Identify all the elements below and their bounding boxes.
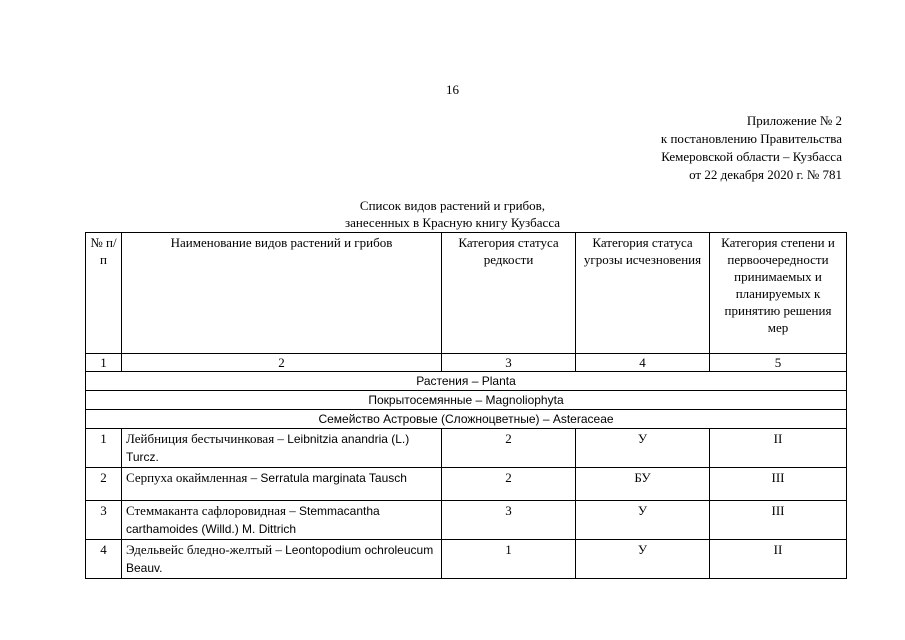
threat-category: У: [576, 429, 710, 468]
column-header-threat: Категория статуса угрозы исчезновения: [576, 233, 710, 354]
species-name: [122, 429, 442, 468]
list-title-line: Список видов растений и грибов,: [359, 198, 546, 213]
species-name-latin: Leontopodium ochroleucum Beauv.: [126, 543, 434, 575]
column-header-name: Наименование видов растений и грибов: [122, 233, 442, 354]
measures-category: III: [710, 468, 847, 501]
row-number: 4: [86, 540, 122, 579]
row-number: 3: [86, 501, 122, 540]
species-name-latin: Serratula marginata Tausch: [260, 471, 407, 485]
list-title: [0, 197, 905, 231]
species-table: [85, 232, 847, 579]
species-name: [122, 501, 442, 540]
table-row: [86, 501, 847, 540]
column-number: 4: [576, 354, 710, 372]
column-header-rarity: Категория статуса редкости: [442, 233, 576, 354]
species-name-ru: Стеммаканта сафлоровидная –: [126, 503, 299, 518]
column-header-number: № п/п: [86, 233, 122, 354]
rarity-category: 2: [442, 468, 576, 501]
column-number: 5: [710, 354, 847, 372]
appendix-line: к постановлению Правительства: [660, 131, 842, 146]
species-name-ru: Эдельвейс бледно-желтый –: [126, 542, 286, 557]
section-row-division: [86, 391, 847, 410]
section-label: Растения – Plantа: [86, 372, 847, 391]
species-name-latin: Stemmacantha carthamoides (Willd.) M. Dittrich: [126, 504, 380, 536]
rarity-category: 3: [442, 501, 576, 540]
measures-category: III: [710, 501, 847, 540]
table-header-row: [86, 233, 847, 354]
species-name: [122, 468, 442, 501]
column-header-measures: Категория степени и первоочередности принимаемых и планируемых к принятию решения мер: [710, 233, 847, 354]
appendix-line: от 22 декабря 2020 г. № 781: [689, 167, 842, 182]
section-row-kingdom: [86, 372, 847, 391]
species-name: [122, 540, 442, 579]
table-row: [86, 429, 847, 468]
column-number: 1: [86, 354, 122, 372]
column-number: 2: [122, 354, 442, 372]
measures-category: II: [710, 540, 847, 579]
appendix-line: Кемеровской области – Кузбасса: [661, 149, 842, 164]
species-name-ru: Серпуха окаймленная –: [126, 470, 261, 485]
list-title-line: занесенных в Красную книгу Кузбасса: [344, 215, 561, 230]
rarity-category: 2: [442, 429, 576, 468]
threat-category: У: [576, 540, 710, 579]
section-row-family: [86, 410, 847, 429]
section-label: Покрытосемянные – Magnoliophyta: [86, 391, 847, 410]
appendix-line: Приложение № 2: [746, 113, 842, 128]
row-number: 1: [86, 429, 122, 468]
rarity-category: 1: [442, 540, 576, 579]
page-number: 16: [446, 82, 459, 97]
row-number: 2: [86, 468, 122, 501]
column-number: 3: [442, 354, 576, 372]
appendix-header: [661, 112, 842, 184]
section-label: Семейство Астровые (Сложноцветные) – Asteraceae: [86, 410, 847, 429]
table-row: [86, 468, 847, 501]
species-name-ru: Лейбниция бестычинковая –: [126, 431, 288, 446]
threat-category: У: [576, 501, 710, 540]
table-row: [86, 540, 847, 579]
species-name-latin: Leibnitzia anandria (L.) Turcz.: [126, 432, 410, 464]
column-number-row: [86, 354, 847, 372]
measures-category: II: [710, 429, 847, 468]
threat-category: БУ: [576, 468, 710, 501]
